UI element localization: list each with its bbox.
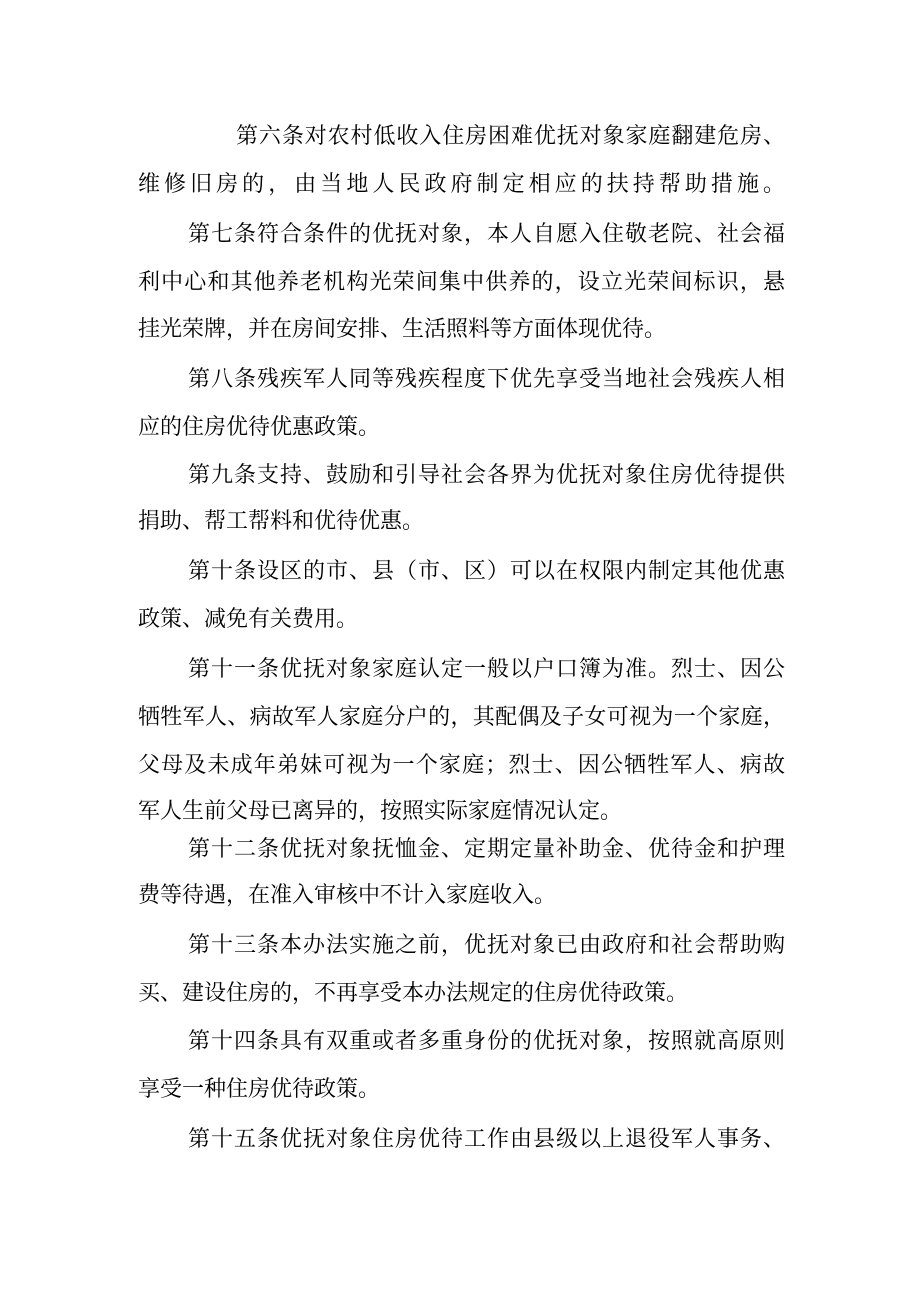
text-line: 第十四条具有双重或者多重身份的优抚对象，按照就高原则 (188, 1029, 785, 1054)
text-line: 军人生前父母已离异的，按照实际家庭情况认定。 (138, 799, 623, 824)
text-line: 买、建设住房的，不再享受本办法规定的住房优待政策。 (138, 981, 689, 1006)
text-line: 牺牲军人、病故军人家庭分户的，其配偶及子女可视为一个家庭， (138, 705, 785, 730)
text-line: 第十二条优抚对象抚恤金、定期定量补助金、优待金和护理 (188, 837, 785, 862)
text-line: 捐助、帮工帮料和优待优惠。 (138, 509, 425, 534)
text-line: 第七条符合条件的优抚对象，本人自愿入住敬老院、社会福 (188, 222, 785, 247)
text-line: 政策、减免有关费用。 (138, 607, 359, 632)
text-line: 父母及未成年弟妹可视为一个家庭；烈士、因公牺牲军人、病故 (138, 753, 785, 778)
text-line: 应的住房优待优惠政策。 (138, 415, 381, 440)
text-line: 享受一种住房优待政策。 (138, 1077, 381, 1102)
text-line: 第六条对农村低收入住房困难优抚对象家庭翻建危房、 (236, 124, 785, 149)
text-line: 维修旧房的，由当地人民政府制定相应的扶持帮助措施。 (138, 172, 785, 197)
text-line: 费等待遇，在准入审核中不计入家庭收入。 (138, 883, 557, 908)
text-line: 第九条支持、鼓励和引导社会各界为优抚对象住房优待提供 (188, 463, 785, 488)
text-line: 第十一条优抚对象家庭认定一般以户口簿为准。烈士、因公 (188, 657, 785, 682)
text-line: 第十三条本办法实施之前，优抚对象已由政府和社会帮助购 (188, 933, 785, 958)
text-line: 第八条残疾军人同等残疾程度下优先享受当地社会残疾人相 (188, 367, 785, 392)
text-line: 第十条设区的市、县（市、区）可以在权限内制定其他优惠 (188, 559, 785, 584)
text-line: 利中心和其他养老机构光荣间集中供养的，设立光荣间标识，悬 (138, 270, 785, 295)
text-line: 第十五条优抚对象住房优待工作由县级以上退役军人事务、 (188, 1127, 785, 1152)
text-line: 挂光荣牌，并在房间安排、生活照料等方面体现优待。 (138, 317, 667, 342)
